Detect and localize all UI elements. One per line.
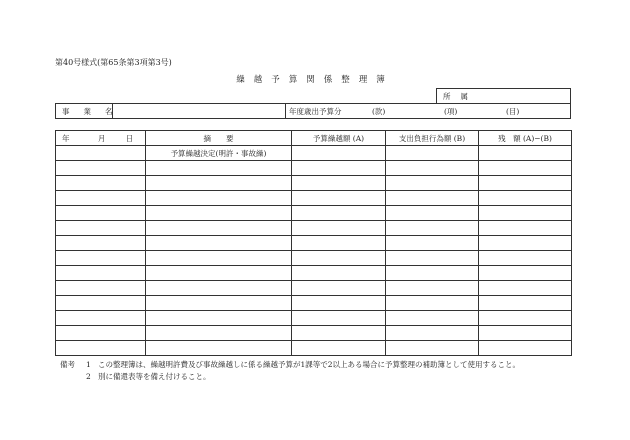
note-number: 1 [86,360,91,369]
burden-cell[interactable] [386,341,479,356]
burden-cell[interactable] [386,221,479,236]
table-row [56,176,572,191]
burden-cell[interactable] [386,296,479,311]
ledger-table [55,130,572,356]
burden-cell[interactable] [386,311,479,326]
carryover-cell[interactable] [292,311,386,326]
burden-cell[interactable] [386,326,479,341]
date-cell[interactable] [56,326,146,341]
date-cell[interactable] [56,161,146,176]
carryover-cell[interactable] [292,296,386,311]
burden-cell[interactable] [386,206,479,221]
note-text: 別に備還表等を備え付けること。 [98,372,211,381]
summary-cell[interactable] [146,161,292,176]
summary-header: 摘 要 [146,131,292,146]
summary-cell[interactable] [146,266,292,281]
balance-cell[interactable] [479,281,572,296]
table-row [56,161,572,176]
burden-cell[interactable] [386,251,479,266]
summary-cell[interactable] [146,251,292,266]
business-name-row [55,103,571,119]
burden-cell[interactable] [386,161,479,176]
business-name-label: 事業名 [62,107,127,116]
table-row [56,281,572,296]
year-header: 年 [62,133,70,143]
carryover-cell[interactable] [292,326,386,341]
table-row [56,251,572,266]
note-item-2 [60,371,520,383]
carryover-cell[interactable] [292,281,386,296]
balance-cell[interactable] [479,326,572,341]
date-header [56,131,146,146]
notes-heading: 備考 [60,360,75,369]
burden-cell[interactable] [386,176,479,191]
date-cell[interactable] [56,221,146,236]
summary-cell[interactable] [146,176,292,191]
carryover-cell[interactable] [292,221,386,236]
table-row [56,296,572,311]
form-number: 第40号様式(第65条第3項第3号) [55,58,172,67]
summary-cell[interactable] [146,341,292,356]
date-cell[interactable] [56,206,146,221]
balance-cell[interactable] [479,311,572,326]
summary-cell[interactable] [146,296,292,311]
table-row [56,146,572,161]
balance-cell[interactable] [479,206,572,221]
note-number: 2 [86,372,91,381]
table-row [56,221,572,236]
carryover-cell[interactable] [292,176,386,191]
table-row [56,341,572,356]
affiliation-label: 所属 [443,92,478,101]
affiliation-box [436,88,571,104]
date-cell[interactable] [56,341,146,356]
summary-cell[interactable] [146,326,292,341]
burden-cell[interactable] [386,191,479,206]
ledger-header-row [56,131,572,146]
document-title: 繰越予算関係整理簿 [236,75,394,85]
balance-cell[interactable] [479,341,572,356]
summary-cell[interactable] [146,281,292,296]
summary-cell[interactable] [146,191,292,206]
burden-cell[interactable] [386,266,479,281]
budget-year-label: 年度歳出予算分 [289,107,342,116]
summary-cell[interactable] [146,221,292,236]
kou-label: (項) [444,107,458,116]
balance-cell[interactable] [479,221,572,236]
carryover-cell[interactable] [292,341,386,356]
burden-header: 支出負担行為額 (B) [386,131,479,146]
balance-cell[interactable] [479,146,572,161]
date-cell[interactable] [56,311,146,326]
day-header: 日 [125,133,134,143]
balance-cell[interactable] [479,296,572,311]
carryover-header: 予算繰越額 (A) [292,131,386,146]
burden-cell[interactable] [386,146,479,161]
date-cell[interactable] [56,236,146,251]
summary-cell[interactable] [146,311,292,326]
balance-cell[interactable] [479,161,572,176]
carryover-cell[interactable] [292,206,386,221]
burden-cell[interactable] [386,281,479,296]
note-item-1 [60,359,520,371]
carryover-cell[interactable] [292,161,386,176]
balance-cell[interactable] [479,266,572,281]
date-cell[interactable] [56,146,146,161]
date-cell[interactable] [56,176,146,191]
month-header: 月 [97,133,106,143]
business-divider [112,104,113,118]
burden-cell[interactable] [386,236,479,251]
summary-cell[interactable]: 予算繰越決定(明許・事故繰) [146,146,292,161]
table-row [56,326,572,341]
notes [60,359,520,383]
table-row [56,311,572,326]
kan-label: (款) [372,107,386,116]
summary-cell[interactable] [146,206,292,221]
date-cell[interactable] [56,266,146,281]
table-row [56,191,572,206]
carryover-cell[interactable] [292,146,386,161]
table-row [56,236,572,251]
moku-label: (目) [506,107,520,116]
balance-cell[interactable] [479,251,572,266]
carryover-cell[interactable] [292,236,386,251]
balance-cell[interactable] [479,176,572,191]
date-cell[interactable] [56,191,146,206]
carryover-cell[interactable] [292,251,386,266]
date-cell[interactable] [56,251,146,266]
carryover-cell[interactable] [292,266,386,281]
budget-divider [285,104,286,118]
balance-cell[interactable] [479,191,572,206]
balance-header: 残 額 (A)−(B) [479,131,572,146]
date-cell[interactable] [56,296,146,311]
table-row [56,206,572,221]
table-row [56,266,572,281]
date-cell[interactable] [56,281,146,296]
note-text: この整理簿は、繰越明許費及び事故繰越しに係る繰越予算が1課等で2以上ある場合に予算整理の補助簿として使用すること。 [98,360,521,369]
carryover-cell[interactable] [292,191,386,206]
balance-cell[interactable] [479,236,572,251]
summary-cell[interactable] [146,236,292,251]
